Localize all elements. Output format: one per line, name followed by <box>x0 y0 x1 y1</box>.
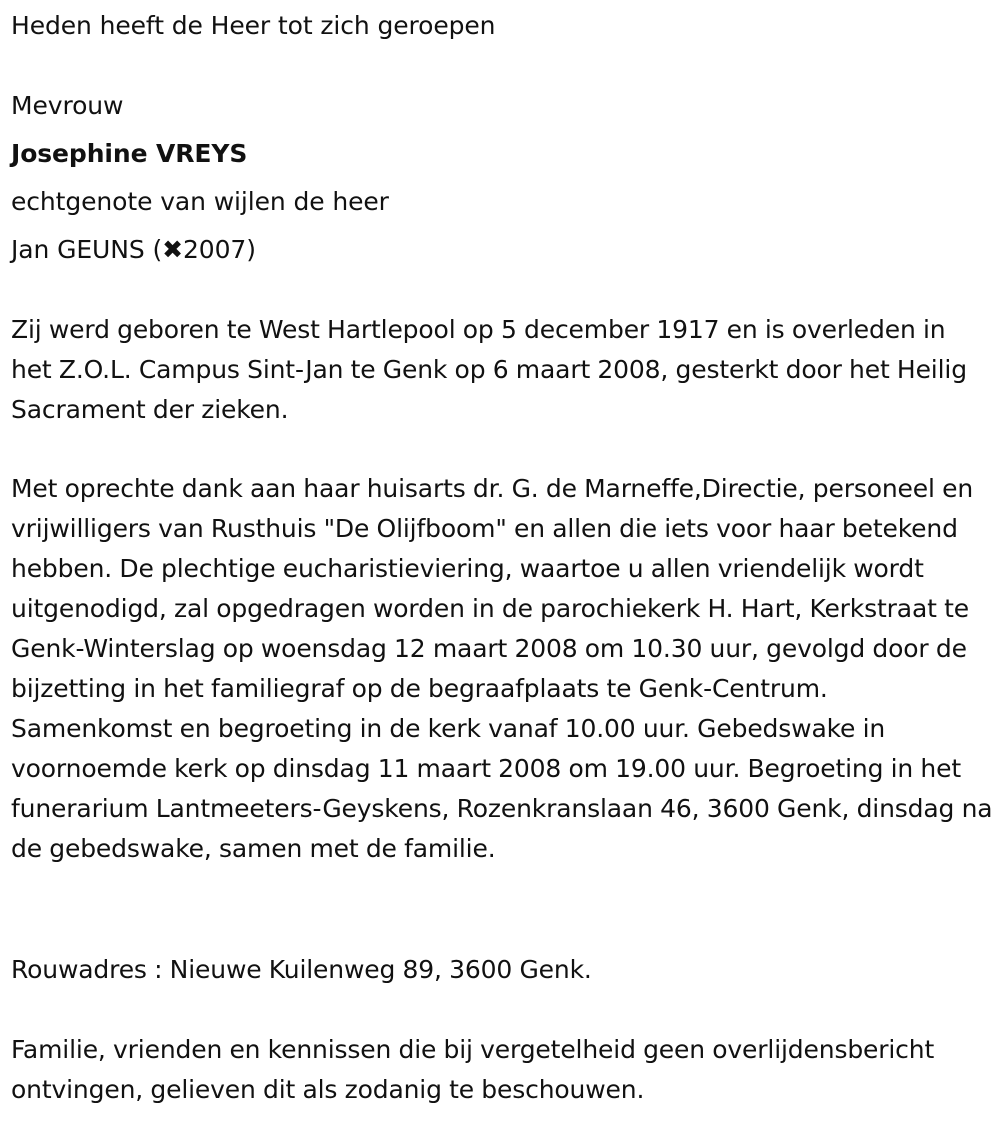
birth-death-paragraph: Zij werd geboren te West Hartlepool op 5 december 1917 en is overleden in het Z.O.L. Campus Sint-Jan te Genk op 6 maart 2008, gesterkt door het Heilig Sacrament der zieken. <box>11 315 967 424</box>
ceremony-paragraph: Met oprechte dank aan haar huisarts dr. G. de Marneffe,Directie, personeel en vrijwilligers van Rusthuis "De Olijfboom" en allen die iets voor haar betekend hebben. De plechtige eucharistieviering, waartoe u allen vriendelijk wordt uitgenodigd, zal opgedragen worden in de parochiekerk H. Hart, Kerkstraat te Genk-Winterslag op woensdag 12 maart 2008 om 10.30 uur, gevolgd door de bijzetting in het familiegraf op de begraafplaats te Genk-Centrum. Samenkomst en begroeting in de kerk vanaf 10.00 uur. Gebedswake in voornoemde kerk op dinsdag 11 maart 2008 om 19.00 uur. Begroeting in het funerarium Lantmeeters-Geyskens, Rozenkranslaan 46, 3600 Genk, dinsdag na de gebedswake, samen met de familie. <box>11 474 993 863</box>
deceased-name: Josephine VREYS <box>11 139 248 168</box>
relation-line: echtgenote van wijlen de heer <box>11 187 389 216</box>
address-paragraph: Rouwadres : Nieuwe Kuilenweg 89, 3600 Genk. <box>11 955 592 984</box>
salutation: Mevrouw <box>11 91 124 120</box>
closing-paragraph: Familie, vrienden en kennissen die bij vergetelheid geen overlijdensbericht ontvingen, gelieven dit als zodanig te beschouwen. <box>11 1035 935 1104</box>
intro-line: Heden heeft de Heer tot zich geroepen <box>11 11 496 40</box>
spouse-line: Jan GEUNS (✖2007) <box>11 235 256 264</box>
